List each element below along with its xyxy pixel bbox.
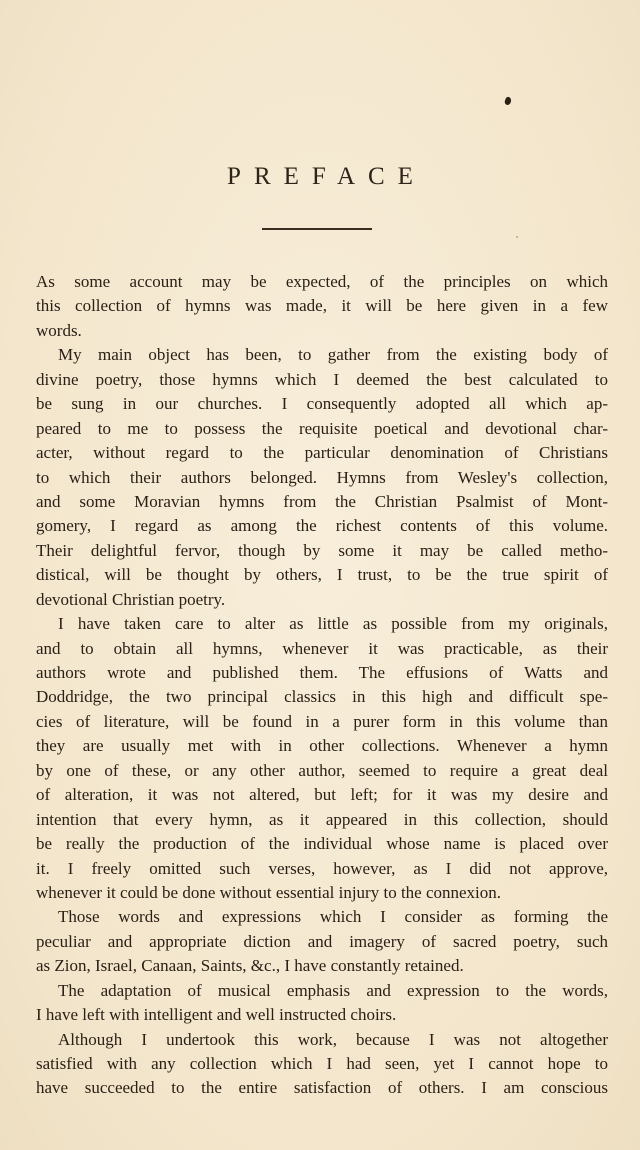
text-line: it. I freely omitted such verses, however, as I did not approve, bbox=[36, 858, 608, 878]
text-line: I have taken care to alter as little as possible from my originals, bbox=[58, 614, 608, 634]
text-line: cies of literature, will be found in a purer form in this volume than bbox=[36, 711, 608, 731]
text-line: be sung in our churches. I consequently adopted all which ap- bbox=[36, 394, 608, 414]
text-line: devotional Christian poetry. bbox=[36, 589, 226, 609]
text-line: As some account may be expected, of the principles on which bbox=[36, 272, 608, 291]
text-line: Doddridge, the two principal classics in this high and difficult spe- bbox=[36, 687, 608, 707]
text-line: satisfied with any collection which I had seen, yet I cannot hope to bbox=[36, 1054, 608, 1073]
text-line: this collection of hymns was made, it will be here given in a few bbox=[36, 296, 608, 316]
text-line: of alteration, it was not altered, but left; for it was my desire and bbox=[36, 785, 608, 805]
title-rule bbox=[262, 228, 372, 230]
text-line: gomery, I regard as among the richest contents of this volume. bbox=[36, 516, 608, 536]
text-line: and to obtain all hymns, whenever it was practicable, as their bbox=[36, 638, 608, 658]
text-line: My main object has been, to gather from the existing body of bbox=[58, 345, 608, 365]
text-line: words. bbox=[36, 320, 82, 340]
text-line: whenever it could be done without essential injury to the connexion. bbox=[36, 882, 502, 902]
page-title: PREFACE bbox=[227, 163, 426, 190]
text-line: acter, without regard to the particular denomination of Christians bbox=[36, 443, 608, 463]
text-line: as Zion, Israel, Canaan, Saints, &c., I have constantly retained. bbox=[36, 956, 464, 976]
text-line: authors wrote and published them. The effusions of Watts and bbox=[36, 663, 608, 682]
ink-blot bbox=[504, 96, 512, 106]
text-line: intention that every hymn, as it appeared in this collection, should bbox=[36, 809, 608, 829]
text-line: Those words and expressions which I consider as forming the bbox=[58, 907, 608, 927]
text-line: by one of these, or any other author, seemed to require a great deal bbox=[36, 760, 608, 780]
text-line: to which their authors belonged. Hymns from Wesley's collection, bbox=[36, 467, 608, 487]
text-line: The adaptation of musical emphasis and expression to the words, bbox=[58, 980, 608, 1000]
text-line: have succeeded to the entire satisfaction of others. I am conscious bbox=[36, 1078, 608, 1098]
preface-body bbox=[36, 270, 608, 1101]
text-line: distical, will be thought by others, I trust, to be the true spirit of bbox=[36, 565, 608, 585]
text-line: Their delightful fervor, though by some it may be called metho- bbox=[36, 540, 608, 560]
text-line: divine poetry, those hymns which I deemed the best calculated to bbox=[36, 369, 608, 389]
text-line: peared to me to possess the requisite poetical and devotional char- bbox=[36, 418, 608, 438]
text-line: I have left with intelligent and well instructed choirs. bbox=[36, 1005, 397, 1025]
paper-speck bbox=[516, 236, 518, 238]
text-line: Although I undertook this work, because I was not altogether bbox=[58, 1029, 608, 1049]
text-line: and some Moravian hymns from the Christian Psalmist of Mont- bbox=[36, 491, 608, 511]
text-line: peculiar and appropriate diction and imagery of sacred poetry, such bbox=[36, 931, 608, 951]
text-line: they are usually met with in other collections. Whenever a hymn bbox=[36, 736, 608, 756]
text-line: be really the production of the individual whose name is placed over bbox=[36, 834, 608, 854]
